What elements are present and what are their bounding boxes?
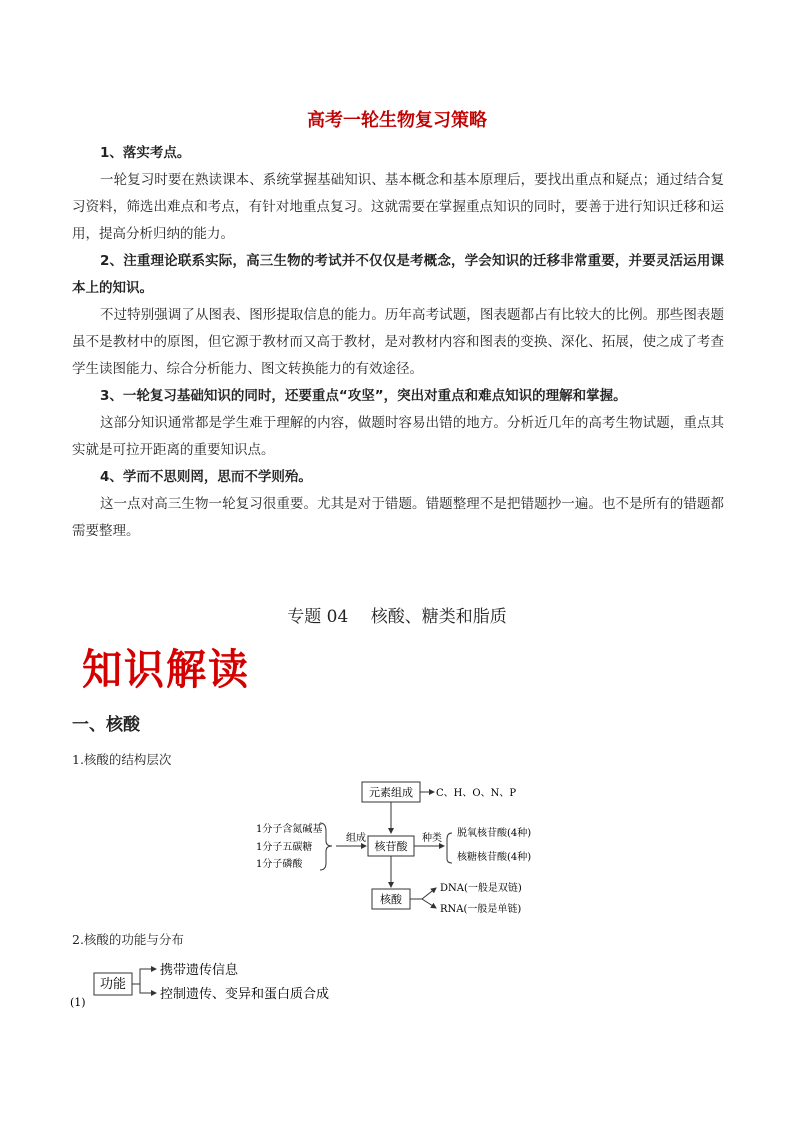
function-box-label: 功能 bbox=[99, 977, 127, 992]
compose-label: 组成 bbox=[346, 833, 366, 844]
kinds-label: 种类 bbox=[422, 833, 442, 844]
section-2-body: 不过特别强调了从图表、图形提取信息的能力。历年高考试题，图表题都占有比较大的比例。那些图表题虽不是教材中的原图，但它源于教材而又高于教材，是对教材内容和图表的变换、深化、拓展，使之成了考查学生读图能力、综合分析能力、图文转换能力的有效途径。 bbox=[72, 307, 724, 377]
structure-diagram bbox=[250, 775, 550, 920]
section-2-heading: 2、注重理论联系实际，高三生物的考试并不仅仅是考概念，学会知识的迁移非常重要，并要灵活运用课本上的知识。 bbox=[72, 253, 724, 296]
nucleic-box-label: 核酸 bbox=[380, 893, 402, 906]
left-item-base: 1分子含氮碱基 bbox=[256, 824, 323, 835]
elements-box-label: 元素组成 bbox=[369, 786, 413, 799]
section-1-body: 一轮复习时要在熟读课本、系统掌握基础知识、基本概念和基本原理后，要找出重点和疑点；通过结合复习资料，筛选出难点和考点，有针对地重点复习。这就需要在掌握重点知识的同时，要善于进行知识迁移和运用，提高分析归纳的能力。 bbox=[72, 172, 724, 242]
elements-list: C、H、O、N、P bbox=[436, 788, 517, 799]
heading-nucleic-acid: 一、核酸 bbox=[72, 715, 140, 735]
left-item-sugar: 1分子五碳糖 bbox=[256, 842, 313, 853]
nucleotide-box-label: 核苷酸 bbox=[374, 840, 408, 853]
section-3-heading: 3、一轮复习基础知识的同时，还要重点“攻坚”，突出对重点和难点知识的理解和掌握。 bbox=[100, 388, 627, 404]
function-item-1: 携带遗传信息 bbox=[160, 963, 239, 978]
kind-ribo: 核糖核苷酸(4种) bbox=[457, 852, 532, 863]
function-label-num: (1) bbox=[70, 996, 86, 1009]
knowledge-banner: 知识解读 bbox=[82, 644, 250, 695]
acid-dna: DNA(一般是双链) bbox=[440, 883, 522, 894]
section-4-body: 这一点对高三生物一轮复习很重要。尤其是对于错题。错题整理不是把错题抄一遍。也不是所有的错题都需要整理。 bbox=[72, 496, 724, 539]
acid-rna: RNA(一般是单链) bbox=[440, 904, 522, 915]
doc-title: 高考一轮生物复习策略 bbox=[307, 110, 487, 131]
function-item-2: 控制遗传、变异和蛋白质合成 bbox=[160, 987, 330, 1002]
topic-title: 专题 04 核酸、糖类和脂质 bbox=[287, 607, 507, 627]
section-4-heading: 4、学而不思则罔，思而不学则殆。 bbox=[100, 469, 312, 485]
section-1-heading: 1、落实考点。 bbox=[100, 145, 191, 161]
subheading-structure: 1.核酸的结构层次 bbox=[72, 752, 172, 767]
function-diagram bbox=[70, 955, 370, 1015]
kind-deoxy: 脱氧核苷酸(4种) bbox=[457, 828, 532, 839]
section-3-body: 这部分知识通常都是学生难于理解的内容，做题时容易出错的地方。分析近几年的高考生物试题，重点其实就是可拉开距离的重要知识点。 bbox=[72, 415, 724, 458]
left-item-phosphate: 1分子磷酸 bbox=[256, 859, 303, 870]
subheading-function: 2.核酸的功能与分布 bbox=[72, 932, 184, 947]
